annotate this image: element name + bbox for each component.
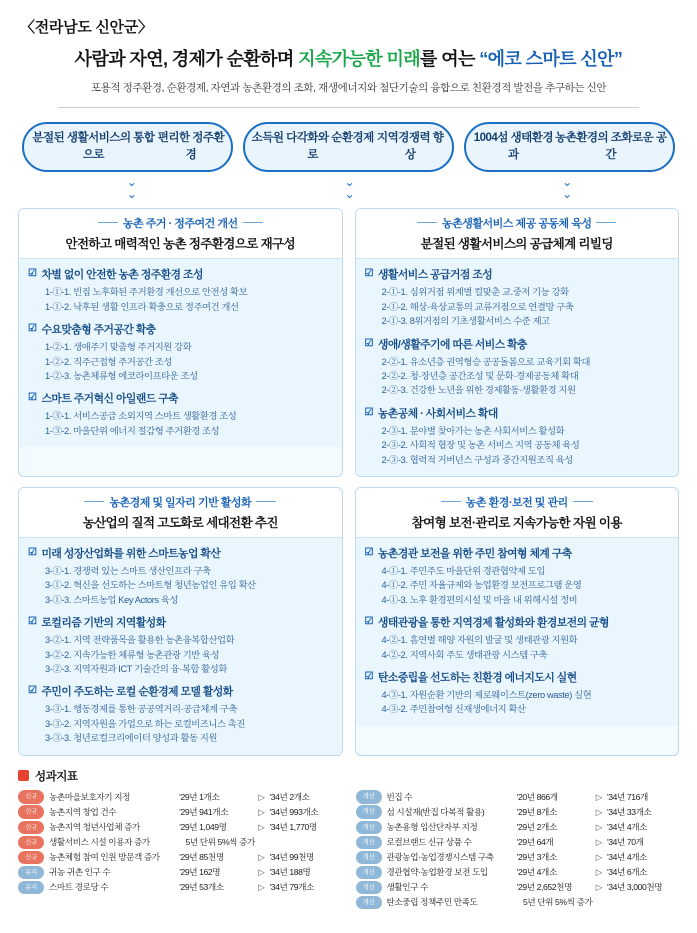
task-title: ☑ 농촌공체 · 사회서비스 확대 bbox=[364, 406, 498, 420]
arrow-icon: ▷ bbox=[258, 791, 265, 802]
task-title: ☑ 수요맞춤형 주거공간 확충 bbox=[28, 323, 156, 337]
subtask-item: 3-②-1. 지역 전략품목을 활용한 농촌융복합산업화 bbox=[45, 635, 235, 646]
table-row: 유지 귀농 귀촌 인구 수 '29년 162명 ▷ '34년 188명 bbox=[18, 865, 342, 880]
table-row: 신규 농촌마을보호자기 지정 '29년 1개소 ▷ '34년 2개소 bbox=[18, 790, 342, 805]
strategy-card-3 bbox=[18, 487, 343, 756]
subtask-item: 2-③-3. 협력적 거버넌스 구성과 중간지원조직 육성 bbox=[381, 454, 573, 465]
card-4-head: 농촌 환경·보전 및 관리 bbox=[356, 488, 679, 513]
arrow-icon: ▷ bbox=[595, 791, 602, 802]
subtask-item: 1-②-1. 생애주기 맞춤형 주거지원 강화 bbox=[45, 342, 192, 353]
subtask-item: 2-②-3. 건강한 노년을 위한 경제활동·생활환경 지원 bbox=[381, 385, 576, 396]
subtask-item: 1-②-2. 직주근접형 주거공간 조성 bbox=[45, 356, 172, 367]
subtask-item: 4-②-1. 흠연별 해양 자원의 발굴 및 생태관광 지원화 bbox=[381, 635, 578, 646]
table-row: 개선 생활인구 수 '29년 2,652천명 ▷ '34년 3,000천명 bbox=[356, 880, 680, 895]
vision-subtitle: 포용적 정주환경, 순환경제, 자연과 농촌환경의 조화, 재생에너지와 첨단기술의 융합으로 친환경적 발전을 추구하는 신안 bbox=[90, 82, 607, 95]
task-item bbox=[28, 684, 333, 745]
results-column-right bbox=[356, 790, 680, 910]
subtask-item: 4-②-2. 지역사회 주도 생태관광 시스템 구축 bbox=[381, 649, 548, 660]
subtask-item: 3-②-2. 지속가능한 체류형 농촌관광 기반 육성 bbox=[45, 649, 220, 660]
task-title: ☑ 탄소중립을 선도하는 친환경 에너지도시 실현 bbox=[364, 670, 577, 684]
check-icon: ☑ bbox=[28, 616, 37, 628]
check-icon: ☑ bbox=[364, 337, 373, 349]
card-3-head: 농촌경제 및 일자리 기반 활성화 bbox=[19, 488, 342, 513]
status-badge: 유지 bbox=[18, 866, 44, 879]
subtask-item: 3-②-3. 지역자원과 ICT 기술간의 융·복합 활성화 bbox=[45, 663, 227, 674]
subtask-item: 2-③-1. 분야별 찾아가는 농촌 사회서비스 활성화 bbox=[381, 425, 565, 436]
task-title: ☑ 생애/생활주기에 따른 서비스 확충 bbox=[364, 337, 527, 351]
results-table bbox=[18, 790, 679, 910]
subtask-item: 4-③-1. 자원순환 기반의 제로웨이스트(zero waste) 실현 bbox=[381, 689, 592, 700]
task-item bbox=[365, 337, 670, 398]
strategy-card-1 bbox=[18, 208, 343, 477]
subtask-list bbox=[45, 564, 333, 607]
subtask-item: 2-①-1. 심위거점 위계별 컬맞춘 교.중저 기능 강화 bbox=[381, 287, 569, 298]
header-divider bbox=[58, 107, 639, 108]
check-icon: ☑ bbox=[28, 392, 37, 404]
status-badge: 신규 bbox=[18, 851, 44, 864]
status-badge: 개선 bbox=[356, 851, 382, 864]
status-badge: 유지 bbox=[18, 881, 44, 894]
status-badge: 신규 bbox=[18, 836, 44, 849]
arrow-icon: ▷ bbox=[258, 866, 265, 877]
arrow-icon: ▷ bbox=[258, 821, 265, 832]
table-row: 개선 경관협약·농업환경 보전 도입 '29년 4개소 ▷ '34년 6개소 bbox=[356, 865, 680, 880]
table-row: 신규 생활서비스 시설 이용자 증가 5년 단위 5%씩 증가 bbox=[18, 835, 342, 850]
subtask-list bbox=[45, 340, 333, 383]
arrow-icon: ▷ bbox=[258, 881, 265, 892]
subtask-item: 1-③-2. 마을단위 에너지 절감형 주거환경 조성 bbox=[45, 425, 220, 436]
arrow-icon: ▷ bbox=[258, 851, 265, 862]
table-row: 신규 농촌체험 참여 인원 방문객 증가 '29년 85천명 ▷ '34년 99천명 bbox=[18, 850, 342, 865]
check-icon: ☑ bbox=[28, 268, 37, 280]
table-row: 유지 스마트 경로당 수 '29년 53개소 ▷ '34년 79개소 bbox=[18, 880, 342, 895]
card-2-subtitle: 분절된 생활서비스의 공급체계 리빌딩 bbox=[356, 234, 679, 259]
subtask-item: 4-①-3. 노후 환경편의시설 및 마을 내 위해시설 정비 bbox=[381, 594, 578, 605]
subtask-item: 3-③-3. 청년로컬크리에이터 양성과 활동 지원 bbox=[45, 733, 218, 744]
subtask-item: 2-②-2. 청·장년층 공간조성 및 문화·경제공동체 확대 bbox=[381, 370, 579, 381]
chevron-down-icon: ⌄ ⌄ bbox=[344, 175, 353, 202]
task-item bbox=[365, 546, 670, 607]
subtask-item: 4-③-2. 주민참여형 신재생에너지 확산 bbox=[381, 704, 526, 715]
subtask-list bbox=[382, 688, 670, 717]
subtask-item: 1-①-1. 빈집 노후화된 주거환경 개선으로 안전성 확보 bbox=[45, 287, 248, 298]
chevron-down-icon: ⌄ ⌄ bbox=[562, 175, 571, 202]
table-row: 개선 섬 시설재(반집 다복적 활용) '29년 8개소 ▷ '34년 33개소 bbox=[356, 805, 680, 820]
card-3-body bbox=[19, 538, 342, 755]
table-row: 신규 농촌지역 청년사업체 증가 '29년 1,049명 ▷ '34년 1,770명 bbox=[18, 820, 342, 835]
task-item bbox=[365, 615, 670, 662]
status-badge: 신규 bbox=[18, 821, 44, 834]
check-icon: ☑ bbox=[364, 268, 373, 280]
status-badge: 개선 bbox=[356, 790, 382, 803]
subtask-list bbox=[45, 285, 333, 314]
table-row: 개선 탄소중립 정책주민 만족도 5년 단위 5%씩 증가 bbox=[356, 895, 680, 910]
status-badge: 개선 bbox=[356, 821, 382, 834]
task-item bbox=[28, 391, 333, 438]
check-icon: ☑ bbox=[364, 546, 373, 558]
task-item bbox=[28, 546, 333, 607]
subtask-item: 2-①-3. 8위거점의 기초생활서비스 수준 제고 bbox=[381, 316, 550, 327]
subtask-item: 3-③-2. 지역자원을 가업으로 하는 로컬비즈니스 촉진 bbox=[45, 718, 245, 729]
task-item bbox=[365, 406, 670, 467]
status-badge: 개선 bbox=[356, 805, 382, 818]
subtask-item: 1-①-2. 낙후된 생활 인프라 확충으로 정주여건 개선 bbox=[45, 301, 239, 312]
card-1-body bbox=[19, 259, 342, 447]
arrow-icon: ▷ bbox=[595, 836, 602, 847]
status-badge: 신규 bbox=[18, 790, 44, 803]
card-4-body bbox=[356, 538, 679, 726]
check-icon: ☑ bbox=[28, 546, 37, 558]
table-row: 개선 관광농업·농업경쟁시스템 구축 '29년 3개소 ▷ '34년 4개소 bbox=[356, 850, 680, 865]
task-title: ☑ 로컬리즘 기반의 지역활성화 bbox=[28, 616, 166, 630]
status-badge: 개선 bbox=[356, 896, 382, 909]
arrow-icon: ▷ bbox=[595, 881, 602, 892]
goal-list bbox=[18, 122, 679, 172]
goal-item-3: 1004섬 생태환경과 농촌환경의 조화로운 공간 bbox=[464, 122, 675, 172]
goal-item-2: 소득원 다각화와 순환경제로 지역경쟁력 향상 bbox=[243, 122, 454, 172]
card-1-head: 농촌 주거 · 정주여건 개선 bbox=[19, 209, 342, 234]
subtask-item: 4-①-2. 주민 자율규제와 농업환경 보전프로그램 운영 bbox=[381, 580, 582, 591]
status-badge: 개선 bbox=[356, 836, 382, 849]
arrow-icon: ▷ bbox=[258, 806, 265, 817]
subtask-list bbox=[382, 564, 670, 607]
task-item bbox=[365, 267, 670, 328]
subtask-list bbox=[382, 355, 670, 398]
task-item bbox=[365, 670, 670, 717]
subtask-item: 3-①-1. 경쟁력 있는 스마트 생산인프라 구축 bbox=[45, 565, 211, 576]
task-title: ☑ 주민이 주도하는 로컬 순환경제 모델 활성화 bbox=[28, 685, 233, 699]
status-badge: 개선 bbox=[356, 866, 382, 879]
task-title: ☑ 차별 없이 안전한 농촌 정주환경 조성 bbox=[28, 268, 203, 282]
task-title: ☑ 생태관광을 통한 지역경제 활성화와 환경보전의 균형 bbox=[364, 616, 609, 630]
region-title: 〈전라남도 신안군〉 bbox=[20, 19, 153, 36]
subtask-item: 3-③-1. 행동경제를 통한 공공역거리·공급체계 구축 bbox=[45, 704, 237, 715]
chevron-row bbox=[18, 176, 679, 200]
arrow-icon: ▷ bbox=[595, 806, 602, 817]
subtask-list bbox=[382, 285, 670, 328]
check-icon: ☑ bbox=[364, 616, 373, 628]
arrow-icon: ▷ bbox=[595, 821, 602, 832]
subtask-item: 2-③-2. 사회적 협장 및 농촌 서비스 지역 공동체 육성 bbox=[381, 440, 580, 451]
results-column-left bbox=[18, 790, 342, 910]
vision-text-mid: 를 여는 bbox=[420, 49, 480, 69]
task-item bbox=[28, 322, 333, 383]
card-2-body bbox=[356, 259, 679, 476]
card-2-head: 농촌생활서비스 제공 공동체 육성 bbox=[356, 209, 679, 234]
table-row: 개선 로컬브랜드 신규 상품 수 '29년 64개 ▷ '34년 70개 bbox=[356, 835, 680, 850]
strategy-card-2 bbox=[355, 208, 680, 477]
card-3-subtitle: 농산업의 질적 고도화로 세대전환 추진 bbox=[19, 513, 342, 538]
table-row: 신규 농촌지역 창업 건수 '29년 941개소 ▷ '34년 993개소 bbox=[18, 805, 342, 820]
strategy-grid bbox=[18, 208, 679, 755]
subtask-item: 3-①-3. 스마트농업 Key Actors 육성 bbox=[45, 594, 179, 605]
check-icon: ☑ bbox=[28, 323, 37, 335]
check-icon: ☑ bbox=[364, 670, 373, 682]
results-title: 성과지표 bbox=[35, 770, 78, 783]
subtask-list bbox=[45, 409, 333, 438]
vision-text-green: 지속가능한 미래 bbox=[298, 49, 421, 69]
subtask-list bbox=[382, 424, 670, 467]
subtask-item: 1-②-3. 농촌체류형 에코라이프타운 조성 bbox=[45, 370, 198, 381]
strategy-card-4 bbox=[355, 487, 680, 756]
arrow-icon: ▷ bbox=[595, 851, 602, 862]
table-row: 개선 빈집 수 '20년 866개 ▷ '34년 716개 bbox=[356, 790, 680, 805]
vision-statement bbox=[18, 47, 679, 71]
task-item bbox=[28, 615, 333, 676]
check-icon: ☑ bbox=[364, 406, 373, 418]
table-row: 개선 농촌용형 임산단자부 지정 '29년 2개소 ▷ '34년 4개소 bbox=[356, 820, 680, 835]
subtask-item: 2-②-1. 유소년층 권역형승 공공돌봄으로 교육기회 확대 bbox=[381, 356, 591, 367]
subtask-item: 2-①-2. 해상·육상교통의 교류거점으로 연결망 구축 bbox=[381, 301, 574, 312]
task-title: ☑ 스마트 주거혁신 아일랜드 구축 bbox=[28, 392, 179, 406]
subtask-list bbox=[45, 633, 333, 676]
card-4-subtitle: 참여형 보전·관리로 지속가능한 자원 이용 bbox=[356, 513, 679, 538]
task-item bbox=[28, 267, 333, 314]
card-1-subtitle: 안전하고 매력적인 농촌 정주환경으로 재구성 bbox=[19, 234, 342, 259]
task-title: ☑ 농촌경관 보전을 위한 주민 참여형 체계 구축 bbox=[364, 546, 572, 560]
square-marker-icon bbox=[18, 770, 29, 781]
status-badge: 신규 bbox=[18, 805, 44, 818]
status-badge: 개선 bbox=[356, 881, 382, 894]
goal-item-1: 분절된 생활서비스의 통합으로 편리한 정주환경 bbox=[22, 122, 233, 172]
task-title: ☑ 생활서비스 공급거점 조성 bbox=[364, 268, 493, 282]
vision-text-blue: “에코 스마트 신안” bbox=[479, 49, 623, 69]
task-title: ☑ 미래 성장산업화를 위한 스마트농업 확산 bbox=[28, 546, 221, 560]
arrow-icon: ▷ bbox=[595, 866, 602, 877]
vision-text-pre: 사람과 자연, 경제가 순환하며 bbox=[74, 49, 299, 69]
subtask-list bbox=[45, 702, 333, 745]
subtask-item: 1-③-1. 서비스공급 소외지역 스마트 생활환경 조성 bbox=[45, 411, 237, 422]
check-icon: ☑ bbox=[28, 685, 37, 697]
subtask-item: 4-①-1. 주민주도 마을단위 경관협약제 도입 bbox=[381, 565, 545, 576]
chevron-down-icon: ⌄ ⌄ bbox=[126, 175, 135, 202]
subtask-item: 3-①-2. 혁신을 선도하는 스마트형 청년농업인 유입 확산 bbox=[45, 580, 256, 591]
results-header bbox=[18, 768, 679, 784]
subtask-list bbox=[382, 633, 670, 662]
